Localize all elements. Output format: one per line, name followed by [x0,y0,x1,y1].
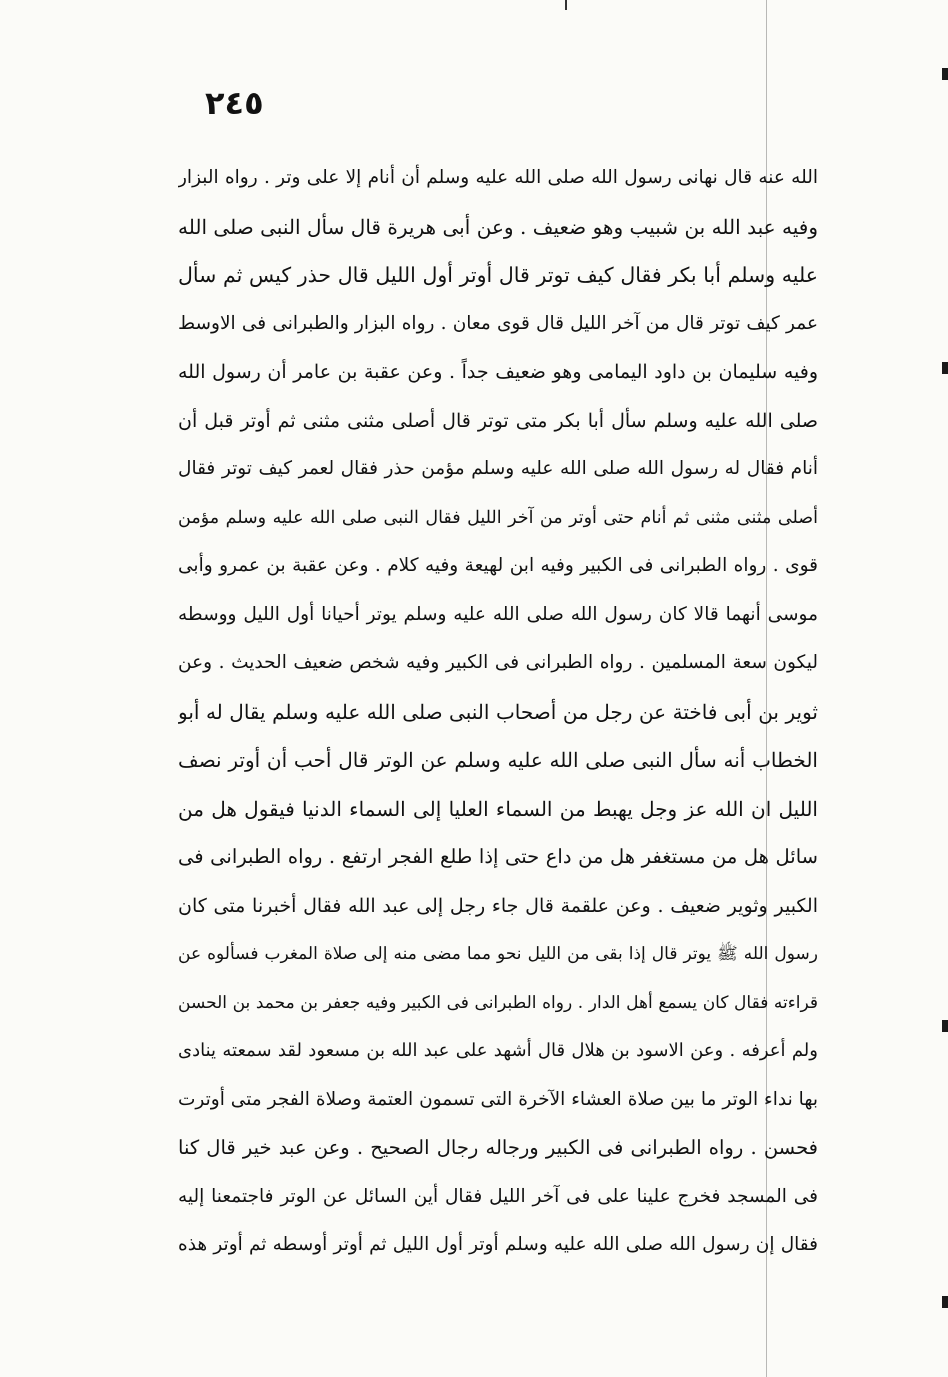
text-line: وفيه عبد الله بن شبيب وهو ضعيف . وعن أبى هريرة قال سأل النبى صلى الله [178,214,818,239]
text-line: الكبير وثوير ضعيف . وعن علقمة قال جاء رجل إلى عبد الله فقال أخبرنا متى كان [178,894,818,917]
text-line: فى المسجد فخرج علينا على فى آخر الليل فقال أين السائل عن الوتر فاجتمعنا إليه [178,1185,818,1207]
text-line: ثوير بن أبى فاختة عن رجل من أصحاب النبى صلى الله عليه وسلم يقال له أبو [178,699,818,724]
text-line: قراءته فقال كان يسمع أهل الدار . رواه الطبرانى فى الكبير وفيه جعفر بن محمد بن الحسن [178,992,818,1013]
text-line: أنام فقال له رسول الله صلى الله عليه وسلم مؤمن حذر فقال لعمر كيف توتر فقال [178,458,818,479]
scan-mark [565,0,567,10]
text-line: عمر كيف توتر قال من آخر الليل قال قوى معان . رواه البزار والطبرانى فى الاوسط [178,312,818,334]
text-line: موسى أنهما قالا كان رسول الله صلى الله عليه وسلم يوتر أحيانا أول الليل ووسطه [178,603,818,625]
page-number: ٢٤٥ [205,84,264,122]
text-line: رسول الله ﷺ يوتر قال إذا بقى من الليل نحو مما مضى منه إلى صلاة المغرب فسألوه عن [178,944,818,964]
text-line: فقال إن رسول الله صلى الله عليه وسلم أوتر أول الليل ثم أوتر أوسطه ثم أوتر هذه [178,1234,818,1255]
text-line: الخطاب أنه سأل النبى صلى الله عليه وسلم عن الوتر قال أحب أن أوتر نصف [178,748,818,772]
scan-edge-mark [942,362,948,374]
text-line: وفيه سليمان بن داود اليمامى وهو ضعيف جداً . وعن عقبة بن عامر أن رسول الله [178,361,818,383]
text-line: الليل ان الله عز وجل يهبط من السماء العليا إلى السماء الدنيا فيقول هل من [178,796,818,821]
text-line: عليه وسلم أبا بكر فقال كيف توتر قال أوتر أول الليل قال حذر كيس ثم سأل [178,263,818,287]
scan-edge-mark [942,1020,948,1032]
scan-edge-mark [942,1296,948,1308]
text-line: بها نداء الوتر ما بين صلاة العشاء الآخرة التى تسمون العتمة وصلاة الفجر متى أوترت [178,1088,818,1110]
text-line: صلى الله عليه وسلم سأل أبا بكر متى توتر قال أصلى مثنى مثنى ثم أوتر قبل أن [178,409,818,432]
text-line: قوى . رواه الطبرانى فى الكبير وفيه ابن لهيعة وفيه كلام . وعن عقبة بن عمرو وأبى [178,555,818,576]
text-line: فحسن . رواه الطبرانى فى الكبير ورجاله رجال الصحيح . وعن عبد خير قال كنا [178,1136,818,1159]
scan-edge-mark [942,68,948,80]
text-line: ليكون سعة المسلمين . رواه الطبرانى فى الكبير وفيه شخص ضعيف الحديث . وعن [178,652,818,673]
text-line: ولم أعرفه . وعن الاسود بن هلال قال أشهد على عبد الله بن مسعود لقد سمعته ينادى [178,1040,818,1061]
body-text [178,154,818,1270]
text-line: الله عنه قال نهانى رسول الله صلى الله عليه وسلم أن أنام إلا على وتر . رواه البزار [178,167,818,188]
text-line: أصلى مثنى مثنى ثم أنام حتى أوتر من آخر الليل فقال النبى صلى الله عليه وسلم مؤمن [178,507,818,528]
text-line: سائل هل من مستغفر هل من داع حتى إذا طلع الفجر ارتفع . رواه الطبرانى فى [178,845,818,868]
